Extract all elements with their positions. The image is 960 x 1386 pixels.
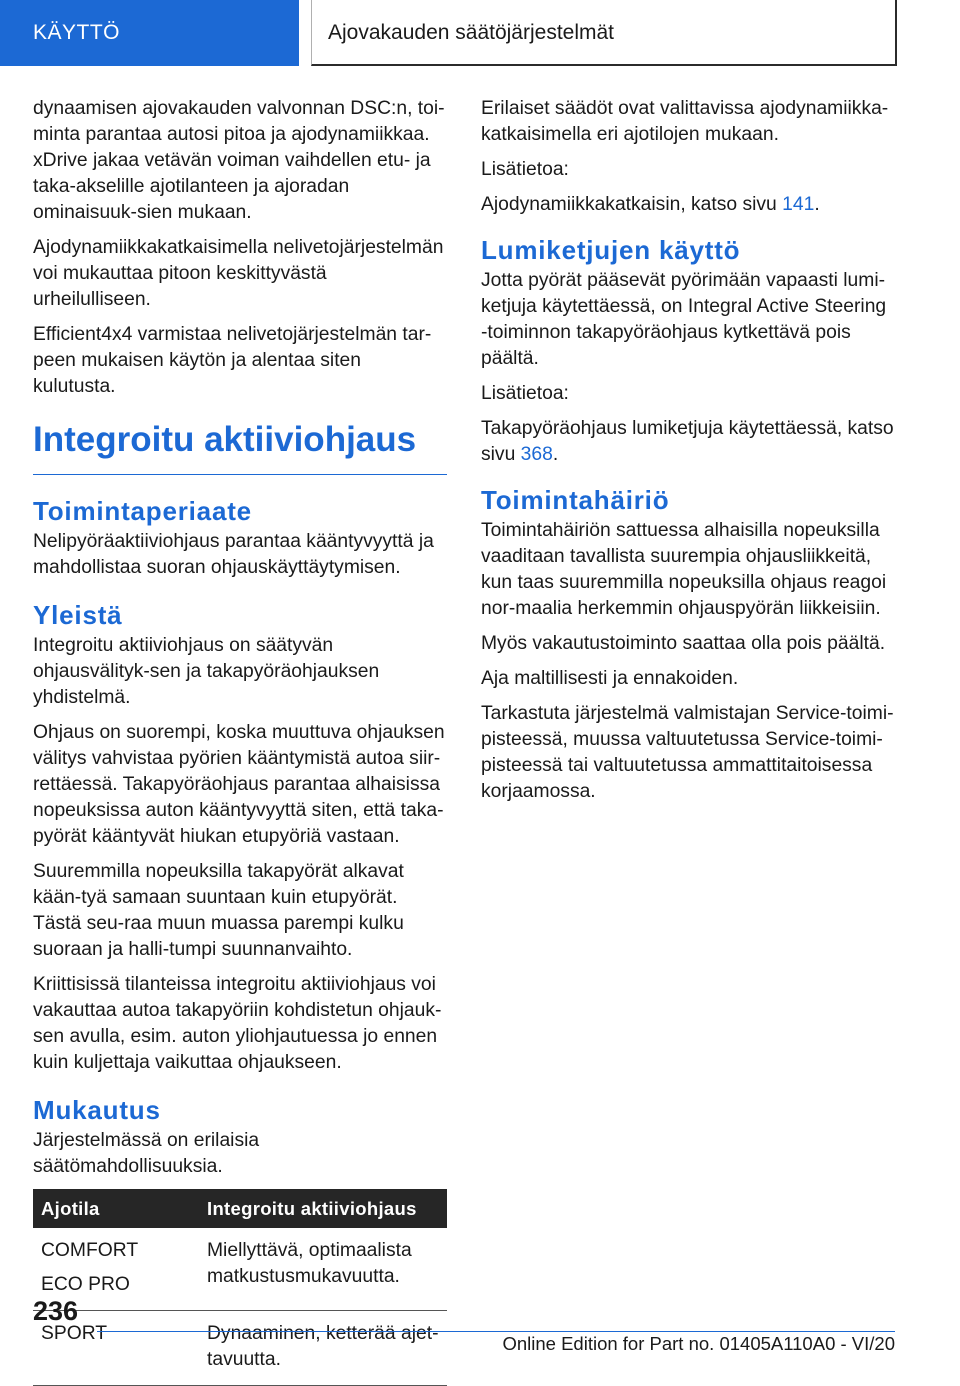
cross-reference bbox=[481, 416, 895, 468]
paragraph: Jotta pyörät pääsevät pyörimään vapaasti lumi-ketjuja käytettäessä, on Integral Active Steering -toiminnon takapyöräohjaus kytkettävä pois päältä. bbox=[481, 270, 887, 369]
section-title: Integroitu aktiiviohjaus bbox=[33, 418, 447, 475]
page-link-141[interactable]: 141 bbox=[782, 194, 815, 215]
table-row bbox=[33, 1228, 447, 1311]
paragraph: Kriittisissä tilanteissa integroitu aktiiviohjaus voi vakauttaa autoa takapyöriin kohdistetun ohjauk-sen avulla, esim. auton yliohjautuessa jo ennen kuin kuljettaja vaikuttaa ohjaukseen. bbox=[33, 974, 442, 1073]
mode-table bbox=[33, 1189, 447, 1386]
intro-paragraph: Efficient4x4 varmistaa nelivetojärjestelmän tar-peen mukaisen käytön ja alentaa siten kulutusta. bbox=[33, 324, 432, 397]
mode-label: SPORT bbox=[41, 1323, 108, 1344]
heading-yleista: Yleistä bbox=[33, 600, 123, 630]
heading-toimintaperiaate: Toimintaperiaate bbox=[33, 496, 252, 526]
paragraph: Toimintahäiriön sattuessa alhaisilla nopeuksilla vaaditaan tavallista suurempia ohjausliikkeitä, kun taas suuremmilla nopeuksilla ohjaus reagoi nor-maalia herkemmin ohjauspyörän liikkeisiin. bbox=[481, 520, 887, 619]
paragraph: Aja maltillisesti ja ennakoiden. bbox=[481, 668, 739, 689]
header-section-tab: KÄYTTÖ bbox=[0, 0, 299, 66]
period: . bbox=[814, 194, 820, 215]
table-row bbox=[33, 1311, 447, 1386]
intro-paragraph: Ajodynamiikkakatkaisimella nelivetojärjestelmän voi mukauttaa pitoon keskittyvästä urheilulliseen. bbox=[33, 237, 444, 310]
mode-label: COMFORT bbox=[41, 1240, 139, 1261]
period: . bbox=[552, 444, 559, 465]
cross-reference-text: Ajodynamiikkakatkaisin, katso sivu bbox=[481, 194, 783, 215]
more-info-label: Lisätietoa: bbox=[481, 383, 569, 404]
header-chapter-title: Ajovakauden säätöjärjestelmät bbox=[311, 0, 897, 66]
paragraph: Tarkastuta järjestelmä valmistajan Service-toimi-pisteessä, muussa valtuutetussa Service-toimi-pisteessä tai valtuutetussa ammattitaitoisessa korjaamossa. bbox=[481, 703, 894, 802]
right-column bbox=[481, 96, 895, 814]
page-link-368[interactable]: 368 bbox=[520, 444, 553, 465]
table-cell-description: Miellyttävä, optimaalista matkustusmukavuutta. bbox=[199, 1228, 447, 1311]
mode-label: ECO PRO bbox=[41, 1274, 130, 1295]
paragraph: Erilaiset säädöt ovat valittavissa ajodynamiikka-katkaisimella eri ajotilojen mukaan. bbox=[481, 98, 889, 145]
footer-edition: Online Edition for Part no. 01405A110A0 - VI/20 bbox=[502, 1333, 895, 1354]
table-cell-description: Dynaaminen, ketterää ajet-tavuutta. bbox=[199, 1311, 447, 1386]
table-header-row bbox=[33, 1189, 447, 1228]
paragraph: Myös vakautustoiminto saattaa olla pois päältä. bbox=[481, 633, 886, 654]
paragraph: Ohjaus on suorempi, koska muuttuva ohjauksen välitys vahvistaa pyörien kääntymistä autoa siir-rettäessä. Takapyöräohjaus parantaa alhaisissa nopeuksissa auton kääntyvyyttä siten, että taka-pyörät kääntyvät hiukan etupyöriä vastaan. bbox=[33, 722, 445, 847]
cross-reference-text: Takapyöräohjaus lumiketjuja käytettäessä, katso sivu bbox=[481, 418, 894, 465]
table-header-ajotila: Ajotila bbox=[33, 1189, 199, 1228]
left-column bbox=[33, 96, 447, 1386]
heading-toimintahairio: Toimintahäiriö bbox=[481, 485, 670, 515]
paragraph: Suuremmilla nopeuksilla takapyörät alkavat kään-tyä samaan suuntaan kuin etupyörät. Tästä seu-raa muun muassa parempi kulku suoraan ja halli-tumpi suunnanvaihto. bbox=[33, 861, 404, 960]
page-number: 236 bbox=[33, 1296, 79, 1326]
heading-mukautus: Mukautus bbox=[33, 1095, 161, 1125]
paragraph: Järjestelmässä on erilaisia säätömahdollisuuksia. bbox=[33, 1130, 260, 1177]
cross-reference bbox=[481, 192, 895, 218]
paragraph: Integroitu aktiiviohjaus on säätyvän ohjausvälityk-sen ja takapyöräohjauksen yhdistelmä. bbox=[33, 635, 380, 708]
more-info-label: Lisätietoa: bbox=[481, 159, 569, 180]
paragraph: Nelipyöräaktiiviohjaus parantaa kääntyvyyttä ja mahdollistaa suoran ohjauskäyttäytymisen. bbox=[33, 531, 434, 578]
footer-divider bbox=[97, 1331, 895, 1332]
table-header-ohjaus: Integroitu aktiiviohjaus bbox=[199, 1189, 447, 1228]
intro-paragraph: dynaamisen ajovakauden valvonnan DSC:n, toi-minta parantaa autosi pitoa ja ajodynamiikkaa. xDrive jakaa vetävän voiman vaihdellen etu- ja taka-akselille ajotilanteen ja ajoradan ominaisuuk-sien mukaan. bbox=[33, 98, 445, 223]
heading-lumiketjut: Lumiketjujen käyttö bbox=[481, 235, 741, 265]
